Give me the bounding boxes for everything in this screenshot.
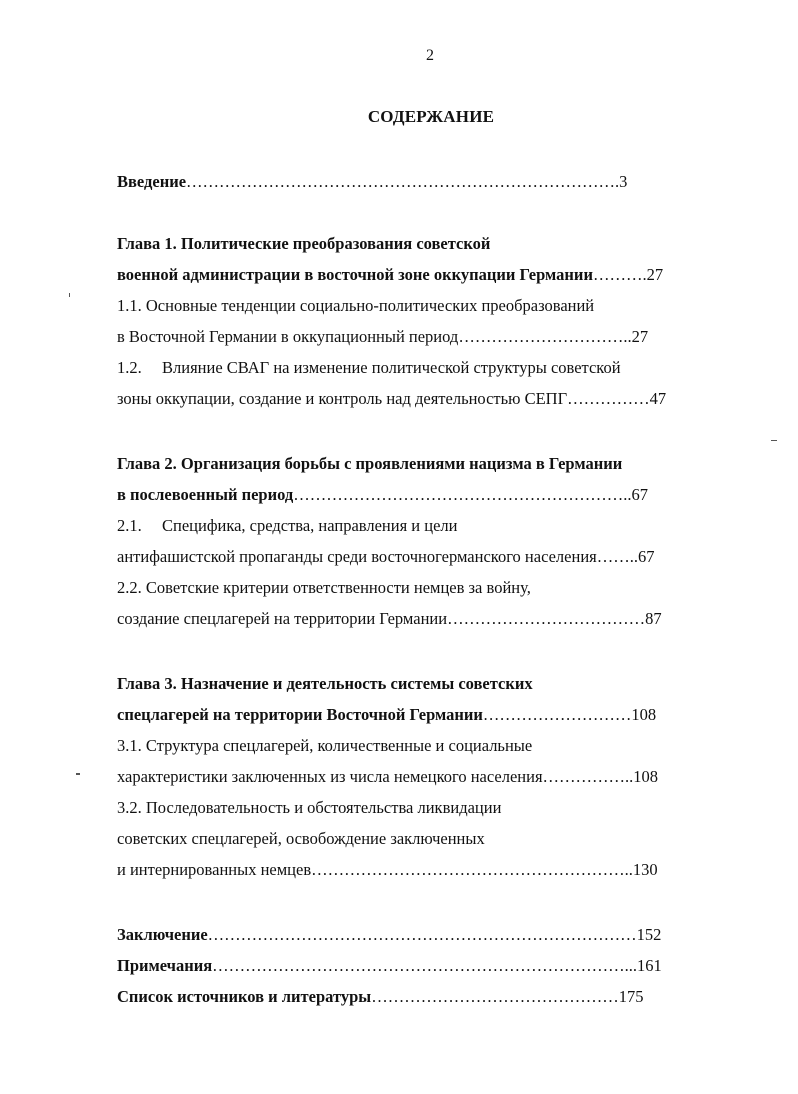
toc-entry-section-2-1-cont[interactable] [117, 547, 654, 567]
entry-text: 2.2. Советские критерии ответственности немцев за войну, [117, 578, 531, 597]
leader-dots: ………………………………………………….. [311, 860, 633, 879]
section-number: 1.2. [117, 358, 142, 377]
toc-entry-chapter-2-cont[interactable] [117, 485, 648, 505]
toc-entry-chapter-1-cont[interactable] [117, 265, 663, 285]
toc-entry-notes[interactable] [117, 956, 662, 976]
toc-entry-chapter-2[interactable] [117, 454, 622, 474]
page-number: 2 [426, 47, 434, 64]
entry-text: Заключение [117, 925, 208, 944]
entry-page: 3 [619, 172, 628, 191]
leader-dots: ………………………….. [458, 327, 632, 346]
entry-text: Примечания [117, 956, 213, 975]
entry-text: и интернированных немцев [117, 860, 312, 879]
toc-entry-conclusion[interactable] [117, 925, 661, 945]
leader-dots: ……………………… [482, 705, 632, 724]
entry-text: антифашистской пропаганды среди восточногерманского населения [117, 547, 597, 566]
entry-page: 67 [631, 485, 648, 504]
leader-dots: …………… [567, 389, 650, 408]
entry-page: 108 [633, 767, 659, 786]
entry-page: 27 [646, 265, 664, 284]
entry-page: 130 [632, 860, 658, 879]
entry-text: 3.2. Последовательность и обстоятельства ликвидации [117, 798, 502, 817]
leader-dots: …………………………………………………………………… [207, 925, 637, 944]
entry-text: создание спецлагерей на территории Германии [117, 609, 448, 628]
toc-entry-section-3-2-cont[interactable] [117, 829, 485, 849]
toc-entry-section-2-2-cont[interactable] [117, 609, 662, 629]
toc-entry-chapter-1[interactable] [117, 234, 490, 254]
scan-speck [69, 293, 70, 297]
entry-text: Глава 2. Организация борьбы с проявлениями нацизма в Германии [117, 454, 623, 473]
scan-speck [76, 773, 80, 775]
toc-entry-section-1-2-cont[interactable] [117, 389, 666, 409]
toc-entry-section-2-2[interactable] [117, 578, 531, 598]
scan-speck [771, 440, 777, 441]
entry-text: в послевоенный период [117, 485, 294, 504]
toc-entry-section-3-1-cont[interactable] [117, 767, 658, 787]
entry-page: 152 [636, 925, 662, 944]
leader-dots: …………………………………………………………………... [212, 956, 638, 975]
toc-entry-chapter-3[interactable] [117, 674, 533, 694]
section-number: 2.1. [117, 516, 142, 535]
entry-text: Список источников и литературы [117, 987, 372, 1006]
toc-entry-section-3-2[interactable] [117, 798, 501, 818]
entry-text: зоны оккупации, создание и контроль над деятельностью СЕПГ [117, 389, 568, 408]
entry-text: характеристики заключенных из числа немецкого населения [117, 767, 543, 786]
entry-page: 175 [618, 987, 644, 1006]
leader-dots: …….. [596, 547, 638, 566]
toc-entry-chapter-3-cont[interactable] [117, 705, 656, 725]
entry-text: Глава 3. Назначение и деятельность системы советских [117, 674, 533, 693]
entry-text: Введение [117, 172, 187, 191]
toc-entry-section-1-1[interactable] [117, 296, 594, 316]
toc-entry-section-1-1-cont[interactable] [117, 327, 648, 347]
entry-text: 1.1. Основные тенденции социально-политических преобразований [117, 296, 595, 315]
entry-text: военной администрации в восточной зоне оккупации Германии [117, 265, 593, 284]
toc-entry-introduction[interactable] [117, 172, 627, 192]
leader-dots: ………. [592, 265, 647, 284]
entry-page: 87 [645, 609, 662, 628]
entry-page: 161 [637, 956, 662, 975]
toc-entry-section-2-1[interactable] [117, 516, 457, 536]
leader-dots: ……………………………… [447, 609, 646, 628]
entry-text: 3.1. Структура спецлагерей, количественные и социальные [117, 736, 533, 755]
toc-entry-section-1-2[interactable] [117, 358, 621, 378]
entry-page: 47 [649, 389, 667, 408]
toc-entry-section-3-1[interactable] [117, 736, 532, 756]
toc-title: СОДЕРЖАНИЕ [367, 107, 495, 126]
entry-text: Глава 1. Политические преобразования советской [117, 234, 491, 253]
entry-text: спецлагерей на территории Восточной Германии [117, 705, 483, 724]
leader-dots: ……………………………………… [371, 987, 619, 1006]
leader-dots: …………………………………………………….. [293, 485, 632, 504]
entry-text: советских спецлагерей, освобождение заключенных [117, 829, 485, 848]
entry-page: 67 [637, 547, 655, 566]
leader-dots: ……………………………………………………………………. [186, 172, 620, 191]
entry-text: Влияние СВАГ на изменение политической структуры советской [162, 358, 621, 377]
entry-text: Специфика, средства, направления и цели [162, 516, 458, 535]
entry-page: 27 [631, 327, 649, 346]
leader-dots: …………….. [542, 767, 634, 786]
toc-entry-sources[interactable] [117, 987, 643, 1007]
entry-page: 108 [631, 705, 657, 724]
entry-text: в Восточной Германии в оккупационный период [117, 327, 459, 346]
toc-entry-section-3-2-cont-2[interactable] [117, 860, 658, 880]
